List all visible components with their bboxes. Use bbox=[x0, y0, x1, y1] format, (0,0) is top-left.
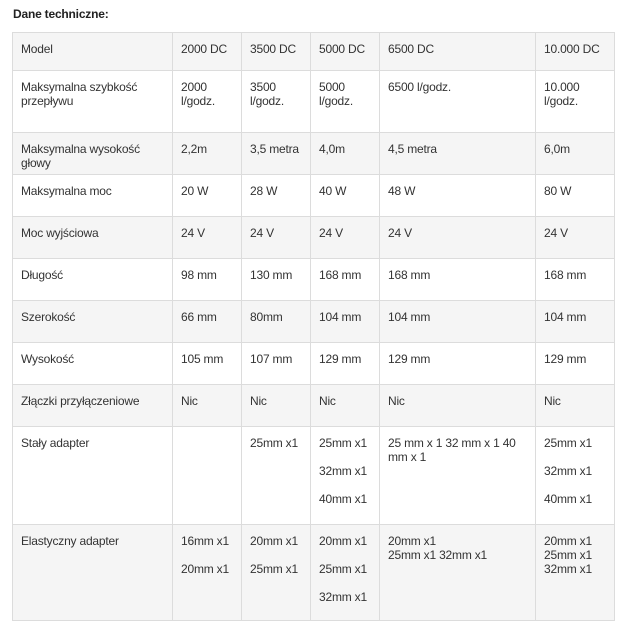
table-cell bbox=[173, 427, 242, 525]
cell-text: 20mm x1 bbox=[388, 534, 436, 548]
table-cell bbox=[380, 385, 536, 427]
table-cell bbox=[536, 133, 615, 175]
table-row bbox=[13, 427, 615, 525]
table-cell bbox=[380, 301, 536, 343]
cell-text: 25mm x1 32mm x1 bbox=[388, 548, 488, 562]
table-row bbox=[13, 301, 615, 343]
cell-text: Nic bbox=[319, 394, 336, 408]
table-cell bbox=[536, 385, 615, 427]
cell-text: 168 mm bbox=[388, 268, 431, 282]
table-row bbox=[13, 217, 615, 259]
cell-text: 107 mm bbox=[250, 352, 293, 366]
cell-text: 40 W bbox=[319, 184, 347, 198]
table-row bbox=[13, 71, 615, 133]
cell-text: 20 W bbox=[181, 184, 209, 198]
table-cell bbox=[242, 427, 311, 525]
table-cell bbox=[173, 259, 242, 301]
row-label bbox=[13, 33, 173, 71]
row-label bbox=[13, 217, 173, 259]
cell-text: 25 mm x 1 32 mm x 1 40 mm x 1 bbox=[388, 436, 516, 464]
table-cell bbox=[242, 175, 311, 217]
row-label-text: Model bbox=[21, 42, 53, 56]
table-cell bbox=[173, 133, 242, 175]
cell-text: 24 V bbox=[544, 226, 568, 240]
cell-text: 80mm bbox=[250, 310, 283, 324]
table-cell bbox=[311, 301, 380, 343]
table-cell bbox=[311, 175, 380, 217]
row-label bbox=[13, 343, 173, 385]
cell-text: 104 mm bbox=[544, 310, 587, 324]
cell-text: 32mm x1 bbox=[544, 562, 592, 576]
cell-text: Nic bbox=[250, 394, 267, 408]
cell-text: 3,5 metra bbox=[250, 142, 299, 156]
table-cell bbox=[380, 259, 536, 301]
table-cell bbox=[380, 175, 536, 217]
table-cell bbox=[311, 71, 380, 133]
table-cell bbox=[173, 33, 242, 71]
table-cell bbox=[536, 71, 615, 133]
section-heading: Dane techniczne: bbox=[13, 7, 109, 21]
table-cell bbox=[536, 217, 615, 259]
cell-text: 24 V bbox=[319, 226, 343, 240]
table-row bbox=[13, 525, 615, 621]
cell-text: 24 V bbox=[181, 226, 205, 240]
table-row bbox=[13, 385, 615, 427]
row-label-text: Moc wyjściowa bbox=[21, 226, 99, 240]
cell-text: 6500 l/godz. bbox=[388, 80, 451, 94]
cell-text: 32mm x1 bbox=[319, 590, 367, 604]
cell-text: 129 mm bbox=[544, 352, 587, 366]
table-cell bbox=[380, 525, 536, 621]
table-cell bbox=[536, 343, 615, 385]
cell-text: 6,0m bbox=[544, 142, 570, 156]
cell-text: 25mm x1 bbox=[544, 436, 592, 450]
row-label-text: Długość bbox=[21, 268, 63, 282]
cell-text: 25mm x1 bbox=[319, 436, 367, 450]
row-label-text: Maksymalna szybkość przepływu bbox=[21, 80, 138, 108]
table-cell bbox=[536, 175, 615, 217]
cell-text: 20mm x1 bbox=[544, 534, 592, 548]
cell-text: 168 mm bbox=[544, 268, 587, 282]
cell-text: 25mm x1 bbox=[250, 436, 298, 450]
table-cell bbox=[311, 427, 380, 525]
table-cell bbox=[311, 217, 380, 259]
cell-text: 48 W bbox=[388, 184, 416, 198]
cell-text: 5000 DC bbox=[319, 42, 365, 56]
table-cell bbox=[242, 259, 311, 301]
row-label bbox=[13, 301, 173, 343]
table-cell bbox=[242, 301, 311, 343]
cell-text: 25mm x1 bbox=[250, 562, 298, 576]
table-cell bbox=[311, 259, 380, 301]
cell-text: 129 mm bbox=[388, 352, 431, 366]
table-cell bbox=[311, 33, 380, 71]
table-cell bbox=[173, 175, 242, 217]
cell-text: Nic bbox=[388, 394, 405, 408]
cell-text: 129 mm bbox=[319, 352, 362, 366]
table-cell bbox=[242, 71, 311, 133]
table-cell bbox=[380, 33, 536, 71]
table-cell bbox=[242, 343, 311, 385]
table-cell bbox=[536, 427, 615, 525]
cell-text: 20mm x1 bbox=[181, 562, 229, 576]
cell-text: 104 mm bbox=[319, 310, 362, 324]
row-label bbox=[13, 175, 173, 217]
table-cell bbox=[536, 259, 615, 301]
cell-text: 28 W bbox=[250, 184, 278, 198]
cell-text: 5000 l/godz. bbox=[319, 80, 353, 108]
table-cell bbox=[242, 33, 311, 71]
table-cell bbox=[242, 133, 311, 175]
cell-text: 24 V bbox=[388, 226, 412, 240]
cell-text: 32mm x1 bbox=[544, 464, 592, 478]
table-cell bbox=[536, 33, 615, 71]
cell-text: 4,5 metra bbox=[388, 142, 437, 156]
row-label bbox=[13, 133, 173, 175]
cell-text: 10.000 DC bbox=[544, 42, 600, 56]
table-cell bbox=[311, 133, 380, 175]
table-cell bbox=[173, 343, 242, 385]
row-label bbox=[13, 71, 173, 133]
cell-text: 24 V bbox=[250, 226, 274, 240]
cell-text: 3500 DC bbox=[250, 42, 296, 56]
cell-text: 40mm x1 bbox=[544, 492, 592, 506]
table-cell bbox=[380, 217, 536, 259]
table-cell bbox=[173, 301, 242, 343]
cell-text: 130 mm bbox=[250, 268, 293, 282]
cell-text: 25mm x1 bbox=[319, 562, 367, 576]
cell-text: 16mm x1 bbox=[181, 534, 229, 548]
cell-text: 4,0m bbox=[319, 142, 345, 156]
table-row bbox=[13, 259, 615, 301]
table-cell bbox=[173, 71, 242, 133]
cell-text: 40mm x1 bbox=[319, 492, 367, 506]
table-cell bbox=[536, 301, 615, 343]
row-label bbox=[13, 525, 173, 621]
row-label bbox=[13, 259, 173, 301]
table-cell bbox=[242, 217, 311, 259]
cell-text: 32mm x1 bbox=[319, 464, 367, 478]
row-label-text: Maksymalna moc bbox=[21, 184, 112, 198]
cell-text: 104 mm bbox=[388, 310, 431, 324]
cell-text: 6500 DC bbox=[388, 42, 434, 56]
table-cell bbox=[242, 525, 311, 621]
cell-text: 2,2m bbox=[181, 142, 207, 156]
cell-text: 66 mm bbox=[181, 310, 217, 324]
table-cell bbox=[380, 343, 536, 385]
table-cell bbox=[311, 525, 380, 621]
cell-text: 105 mm bbox=[181, 352, 224, 366]
row-label-text: Elastyczny adapter bbox=[21, 534, 119, 548]
table-cell bbox=[311, 385, 380, 427]
table-row bbox=[13, 175, 615, 217]
cell-text: Nic bbox=[544, 394, 561, 408]
cell-text: 25mm x1 bbox=[544, 548, 592, 562]
specifications-table bbox=[12, 32, 615, 621]
cell-text: 98 mm bbox=[181, 268, 217, 282]
table-row bbox=[13, 33, 615, 71]
cell-text: 80 W bbox=[544, 184, 572, 198]
row-label bbox=[13, 385, 173, 427]
cell-text: 2000 l/godz. bbox=[181, 80, 215, 108]
table-cell bbox=[380, 133, 536, 175]
row-label-text: Wysokość bbox=[21, 352, 74, 366]
cell-text: 3500 l/godz. bbox=[250, 80, 284, 108]
row-label-text: Złączki przyłączeniowe bbox=[21, 394, 140, 408]
table-cell bbox=[242, 385, 311, 427]
cell-text: 2000 DC bbox=[181, 42, 227, 56]
table-cell bbox=[311, 343, 380, 385]
table-cell bbox=[536, 525, 615, 621]
cell-text: 20mm x1 bbox=[319, 534, 367, 548]
row-label-text: Maksymalna wysokość głowy bbox=[21, 142, 140, 170]
row-label-text: Stały adapter bbox=[21, 436, 90, 450]
table-cell bbox=[380, 71, 536, 133]
cell-text: 168 mm bbox=[319, 268, 362, 282]
cell-text: 20mm x1 bbox=[250, 534, 298, 548]
table-cell bbox=[173, 525, 242, 621]
cell-text: Nic bbox=[181, 394, 198, 408]
table-cell bbox=[380, 427, 536, 525]
table-row bbox=[13, 343, 615, 385]
table-cell bbox=[173, 385, 242, 427]
row-label bbox=[13, 427, 173, 525]
row-label-text: Szerokość bbox=[21, 310, 76, 324]
table-row bbox=[13, 133, 615, 175]
table-cell bbox=[173, 217, 242, 259]
cell-text: 10.000 l/godz. bbox=[544, 80, 580, 108]
